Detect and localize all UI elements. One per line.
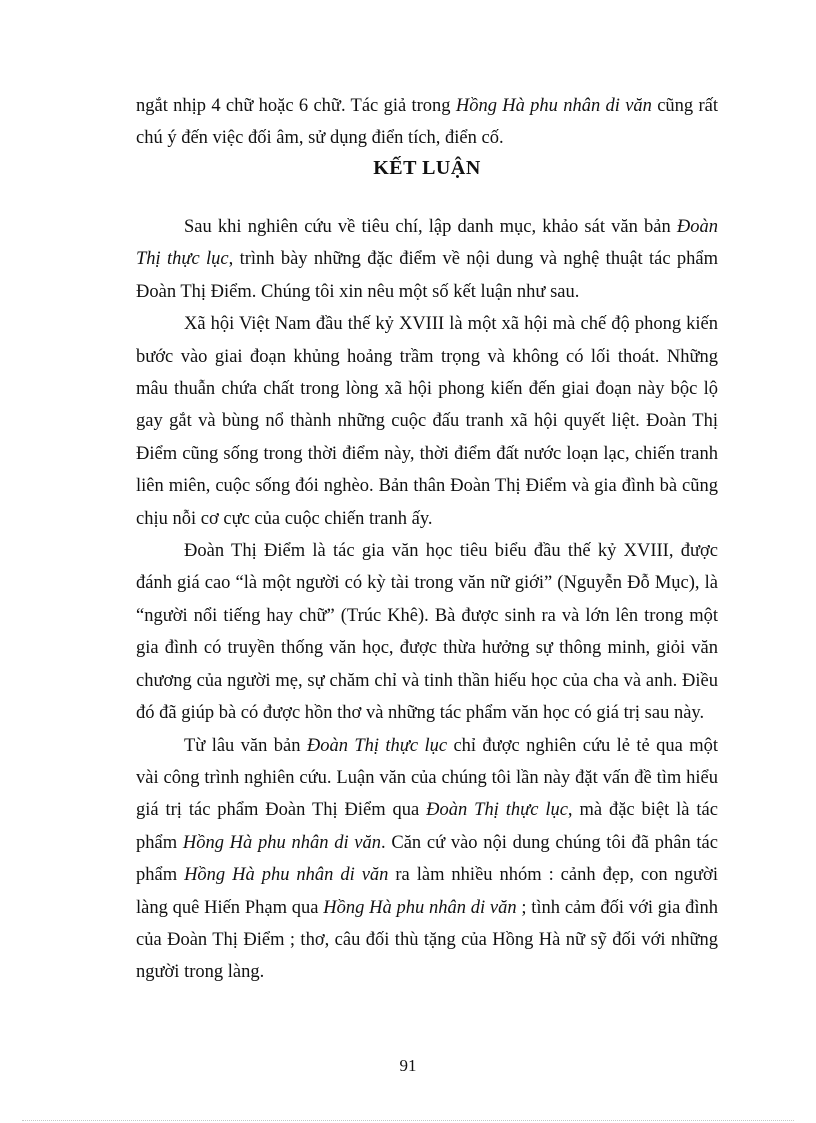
p4-text-1: Từ lâu văn bản (184, 735, 307, 756)
p4-italic-4: Hồng Hà phu nhân di văn (184, 865, 389, 886)
section-heading: KẾT LUẬN (373, 157, 481, 179)
p1-text-2: , trình bày những đặc điểm về nội dung và nghệ thuật tác phẩm Đoàn Thị Điểm. Chúng tôi xin nêu một số kết luận như sau. (136, 249, 718, 302)
page-number: 91 (399, 1056, 417, 1075)
p4-text-6: ; tình cảm đối với gia đình của Đoàn Thị Điểm ; thơ, câu đối thù tặng của Hồng Hà nữ sỹ đối với những người trong làng. (136, 897, 718, 983)
paragraph-4 (136, 730, 718, 989)
p1-italic-title: Đoàn Thị thực lục (136, 217, 718, 270)
paragraph-2 (136, 308, 718, 535)
p4-italic-1: Đoàn Thị thực lục (306, 735, 448, 756)
paragraph-1 (136, 211, 718, 308)
p4-italic-3: Hồng Hà phu nhân di văn (182, 832, 382, 853)
p4-text-3: , mà đặc biệt là tác phẩm (136, 800, 718, 853)
p2-text: Xã hội Việt Nam đầu thế kỷ XVIII là một xã hội mà chế độ phong kiến bước vào giai đoạn khủng hoảng trầm trọng và không có lối thoát. Những mâu thuẫn chứa chất trong lòng xã hội phong kiến đến giai đoạn này bộc lộ gay gắt và bùng nổ thành những cuộc đấu tranh xã hội quyết liệt. Đoàn Thị Điểm cũng sống trong thời điểm này, thời điểm đất nước loạn lạc, chiến tranh liên miên, cuộc sống đói nghèo. Bản thân Đoàn Thị Điểm và gia đình bà cũng chịu nỗi cơ cực của cuộc chiến tranh ấy. (136, 314, 718, 529)
p1-text-1: Sau khi nghiên cứu về tiêu chí, lập danh mục, khảo sát văn bản (184, 217, 677, 237)
body-text (136, 211, 718, 989)
paragraph-3 (136, 535, 718, 729)
p4-text-2: chỉ được nghiên cứu lẻ tẻ qua một vài công trình nghiên cứu. Luận văn của chúng tôi lần này đặt vấn đề tìm hiểu giá trị tác phẩm Đoàn Thị Điểm qua (136, 735, 718, 821)
p4-italic-5: Hồng Hà phu nhân di văn (323, 897, 517, 918)
p3-text: Đoàn Thị Điểm là tác gia văn học tiêu biểu đầu thế kỷ XVIII, được đánh giá cao “là một người có kỳ tài trong văn nữ giới” (Nguyễn Đỗ Mục), là “người nổi tiếng hay chữ” (Trúc Khê). Bà được sinh ra và lớn lên trong một gia đình có truyền thống văn học, được thừa hưởng sự thông minh, giỏi văn chương của người mẹ, sự chăm chỉ và tinh thần hiếu học của cha và anh. Điều đó đã giúp bà có được hồn thơ và những tác phẩm văn học có giá trị sau này. (136, 541, 718, 724)
intro-italic-title: Hồng Hà phu nhân di văn (455, 96, 652, 116)
p4-text-5: ra làm nhiều nhóm : cảnh đẹp, con người làng quê Hiến Phạm qua (136, 865, 718, 918)
p4-text-4: . Căn cứ vào nội dung chúng tôi đã phân tác phẩm (136, 832, 718, 886)
intro-text-1: ngắt nhịp 4 chữ hoặc 6 chữ. Tác giả trong (136, 96, 456, 116)
intro-paragraph (136, 90, 718, 155)
intro-text-2: cũng rất chú ý đến việc đối âm, sử dụng điển tích, điển cố. (136, 96, 718, 149)
page-bottom-divider (22, 1120, 794, 1121)
intro-text (136, 90, 718, 155)
p4-italic-2: Đoàn Thị thực lục (426, 800, 568, 821)
